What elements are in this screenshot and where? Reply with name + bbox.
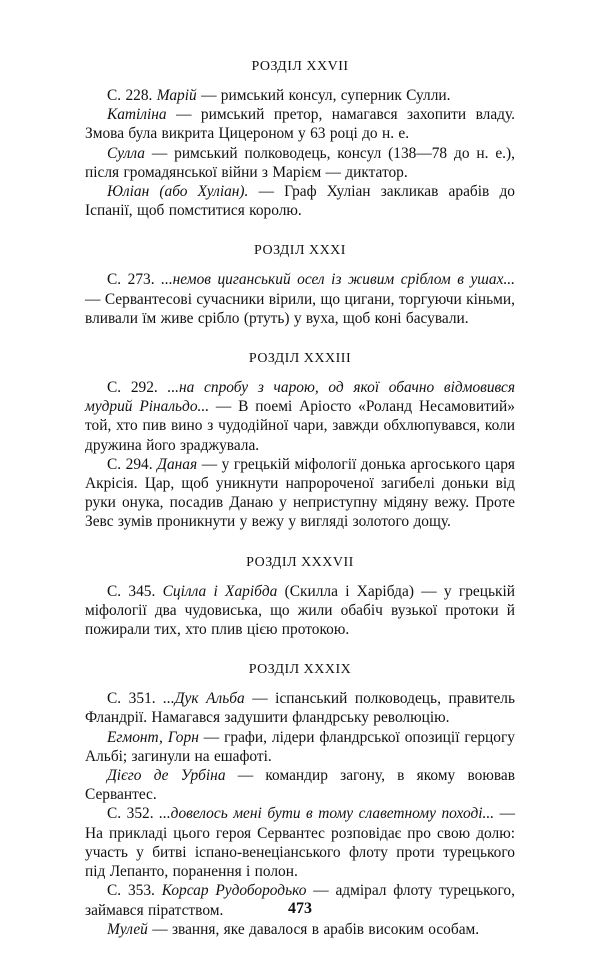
note-text: — Граф Хуліан закликав арабів до Іспанії, щоб помститися королю.	[85, 183, 515, 220]
note-text: — звання, яке давалося в арабів високим особам.	[147, 920, 480, 938]
section-33	[85, 350, 515, 532]
note-paragraph	[85, 455, 515, 532]
note-paragraph	[85, 144, 515, 182]
note-paragraph	[85, 920, 515, 939]
section-heading: РОЗДІЛ XXXIX	[248, 662, 352, 678]
note-term: Егмонт, Горн	[107, 728, 199, 746]
note-text: С. 352.	[107, 805, 160, 823]
note-text: — римський претор, намагався захопити владу. Змова була викрита Цицероном у 63 році до н. е.	[85, 106, 515, 143]
note-paragraph	[85, 270, 515, 328]
note-text: С. 273.	[107, 271, 162, 289]
page-number: 473	[288, 900, 312, 917]
note-paragraph	[85, 582, 515, 640]
note-text: С. 345.	[107, 582, 163, 600]
note-paragraph	[85, 728, 515, 766]
note-paragraph	[85, 766, 515, 804]
section-27	[85, 58, 515, 220]
note-term: Катіліна	[107, 106, 167, 124]
note-text: — римський консул, суперник Сулли.	[196, 87, 451, 104]
note-text: (Скилла і Харібда) — у грецькій міфології два чудовиська, що жили обабіч вузької протоки й пожирали тих, хто плив цією протокою.	[85, 582, 515, 639]
note-text: С. 353.	[107, 882, 162, 900]
note-paragraph	[85, 182, 515, 220]
note-term: Даная	[157, 455, 198, 473]
note-text: — В поемі Аріосто «Роланд Несамовитий» той, хто пив вино з чудодійної чари, завжди обхлюпувався, коли дружина його зраджувала.	[85, 398, 515, 454]
section-heading: РОЗДІЛ XXXI	[254, 243, 346, 259]
section-heading: РОЗДІЛ XXXVII	[246, 554, 354, 570]
note-text: С. 351.	[107, 690, 164, 708]
note-text: С. 228.	[107, 87, 157, 104]
note-text: — Сервантесові сучасники вірили, що цигани, торгуючи кіньми, вливали їм живе срібло (ртуть) у вуха, щоб коні басували.	[85, 290, 515, 327]
note-paragraph	[85, 689, 515, 727]
note-paragraph	[85, 804, 515, 881]
note-term: Юліан (або Хуліан).	[107, 183, 249, 201]
note-term: ...довелось мені бути в тому славетному поході...	[159, 805, 495, 823]
note-term: ...Дук Альба	[163, 690, 245, 708]
note-text: — адмірал флоту турецького, займався піратством.	[85, 882, 515, 919]
section-31	[85, 242, 515, 328]
note-text: — іспанський полководець, правитель Фландрії. Намагався задушити фландрську революцію.	[85, 690, 515, 727]
note-term: Сцілла і Харібда	[162, 582, 278, 600]
note-term: ...немов циганський осел із живим сріблом в ушах...	[161, 271, 515, 289]
note-text: — у грецькій міфології донька аргоського царя Акрісія. Цар, щоб уникнути напророченої загибелі доньки від руки онука, посадив Данаю у неприступну мідяну вежу. Проте Зевс зумів проникнути у вежу у вигляді золотого дощу.	[85, 455, 515, 531]
note-text: — графи, лідери фландрської опозиції герцогу Альбі; загинули на ешафоті.	[85, 728, 515, 765]
note-text: — На прикладі цього героя Сервантес розповідає про свою долю: участь у битві іспано-венеціанського флоту проти турецького під Лепанто, поранення і полон.	[85, 805, 516, 881]
note-text: С. 294.	[107, 455, 158, 473]
note-term: Сулла	[107, 144, 145, 162]
note-text: — римський полководець, консул (138—78 до н. е.), після громадянської війни з Марієм — диктатор.	[85, 144, 515, 181]
section-heading: РОЗДІЛ XXXIII	[248, 351, 352, 367]
note-paragraph	[85, 378, 515, 455]
notes-page	[85, 58, 515, 961]
note-paragraph	[85, 86, 515, 105]
note-term: Дієго де Урбіна	[107, 767, 226, 785]
note-term: Корсар Рудобородько	[161, 882, 307, 900]
note-term: Мулей	[107, 920, 148, 938]
section-39	[85, 661, 515, 939]
note-term: Марій	[156, 87, 197, 104]
note-text: — командир загону, в якому воював Сервантес.	[85, 767, 515, 804]
note-text: С. 292.	[107, 379, 168, 397]
section-heading: РОЗДІЛ XXVII	[251, 59, 349, 74]
note-term: ...на спробу з чарою, од якої обачно відмовився мудрий Рінальдо...	[85, 379, 515, 416]
note-paragraph	[85, 105, 515, 143]
section-37	[85, 554, 515, 640]
